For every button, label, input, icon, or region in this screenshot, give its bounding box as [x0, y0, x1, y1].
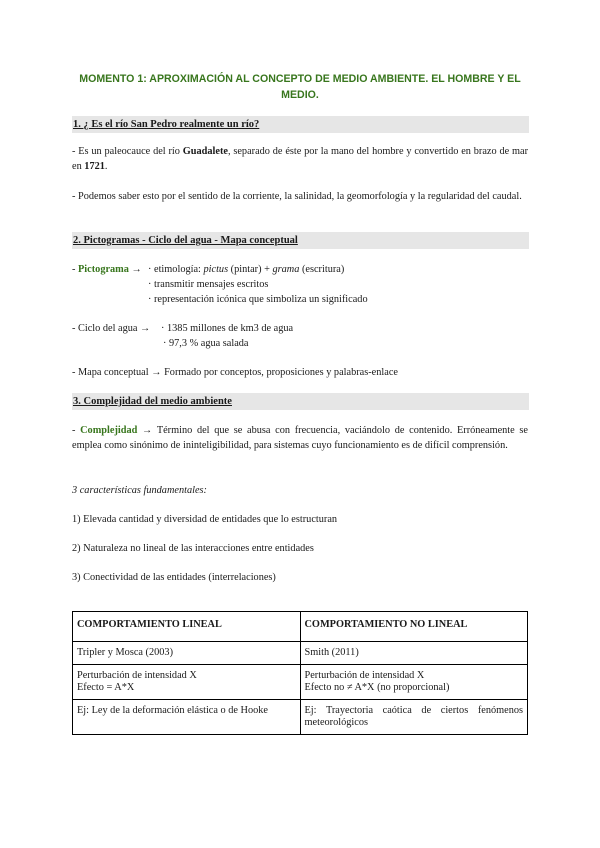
complejidad-paragraph: - Complejidad → Término del que se abusa con frecuencia, vaciándolo de contenido. Erróneamente se emplea como sinónimo de ininteligibilidad, para sistemas cuyo funcionamiento es de difícil comprensión. — [72, 425, 528, 451]
table-cell — [300, 665, 528, 700]
cell-line: Efecto = A*X — [77, 682, 135, 693]
table-cell — [73, 665, 301, 700]
table-cell: Tripler y Mosca (2003) — [73, 642, 301, 665]
section-2-heading: 2. Pictogramas - Ciclo del agua - Mapa conceptual — [72, 232, 529, 249]
section-1-paragraph-1: - Es un paleocauce del río Guadalete, separado de éste por la mano del hombre y convertido en brazo de mar en 1721. — [72, 146, 529, 172]
table-row — [73, 642, 528, 665]
pictograma-line-3: · representación icónica que simboliza un significado — [148, 294, 368, 305]
table-header-lineal: COMPORTAMIENTO LINEAL — [73, 612, 301, 642]
mapa-conceptual-line: - Mapa conceptual → Formado por conceptos, proposiciones y palabras-enlace — [72, 367, 398, 378]
ciclo-line-1: · 1385 millones de km3 de agua — [161, 323, 294, 334]
caracteristicas-title: 3 características fundamentales: — [72, 485, 207, 496]
ciclo-label: - Ciclo del agua → — [72, 323, 151, 334]
table-header-no-lineal: COMPORTAMIENTO NO LINEAL — [300, 612, 528, 642]
section-1-heading: 1. ¿ Es el río San Pedro realmente un río? — [72, 116, 529, 133]
table-cell: Smith (2011) — [300, 642, 528, 665]
table-cell: Ej: Ley de la deformación elástica o de Hooke — [73, 700, 301, 735]
cell-line: Perturbación de intensidad X — [304, 670, 425, 681]
cell-line: Perturbación de intensidad X — [77, 670, 197, 681]
pictograma-etymology: · etimología: pictus (pintar) + grama (escritura) — [148, 264, 345, 275]
document-title: MOMENTO 1: APROXIMACIÓN AL CONCEPTO DE MEDIO AMBIENTE. EL HOMBRE Y EL MEDIO. — [79, 73, 521, 101]
table-row — [73, 665, 528, 700]
cell-line: Efecto no ≠ A*X (no proporcional) — [304, 682, 450, 693]
caracteristica-item-1: 1) Elevada cantidad y diversidad de entidades que lo estructuran — [72, 514, 338, 525]
section-1-paragraph-2: - Podemos saber esto por el sentido de la corriente, la salinidad, la geomorfología y la regularidad del caudal. — [72, 191, 522, 202]
table-row — [73, 700, 528, 735]
caracteristica-item-3: 3) Conectividad de las entidades (interrelaciones) — [72, 572, 276, 583]
pictograma-label: - Pictograma → — [72, 264, 142, 275]
pictograma-line-2: · transmitir mensajes escritos — [148, 279, 269, 290]
caracteristica-item-2: 2) Naturaleza no lineal de las interacciones entre entidades — [72, 543, 314, 554]
comparison-table — [72, 611, 528, 735]
section-3-heading: 3. Complejidad del medio ambiente — [72, 393, 529, 410]
table-header-row — [73, 612, 528, 642]
ciclo-line-2: · 97,3 % agua salada — [163, 338, 249, 349]
table-cell: Ej: Trayectoria caótica de ciertos fenómenos meteorológicos — [300, 700, 528, 735]
